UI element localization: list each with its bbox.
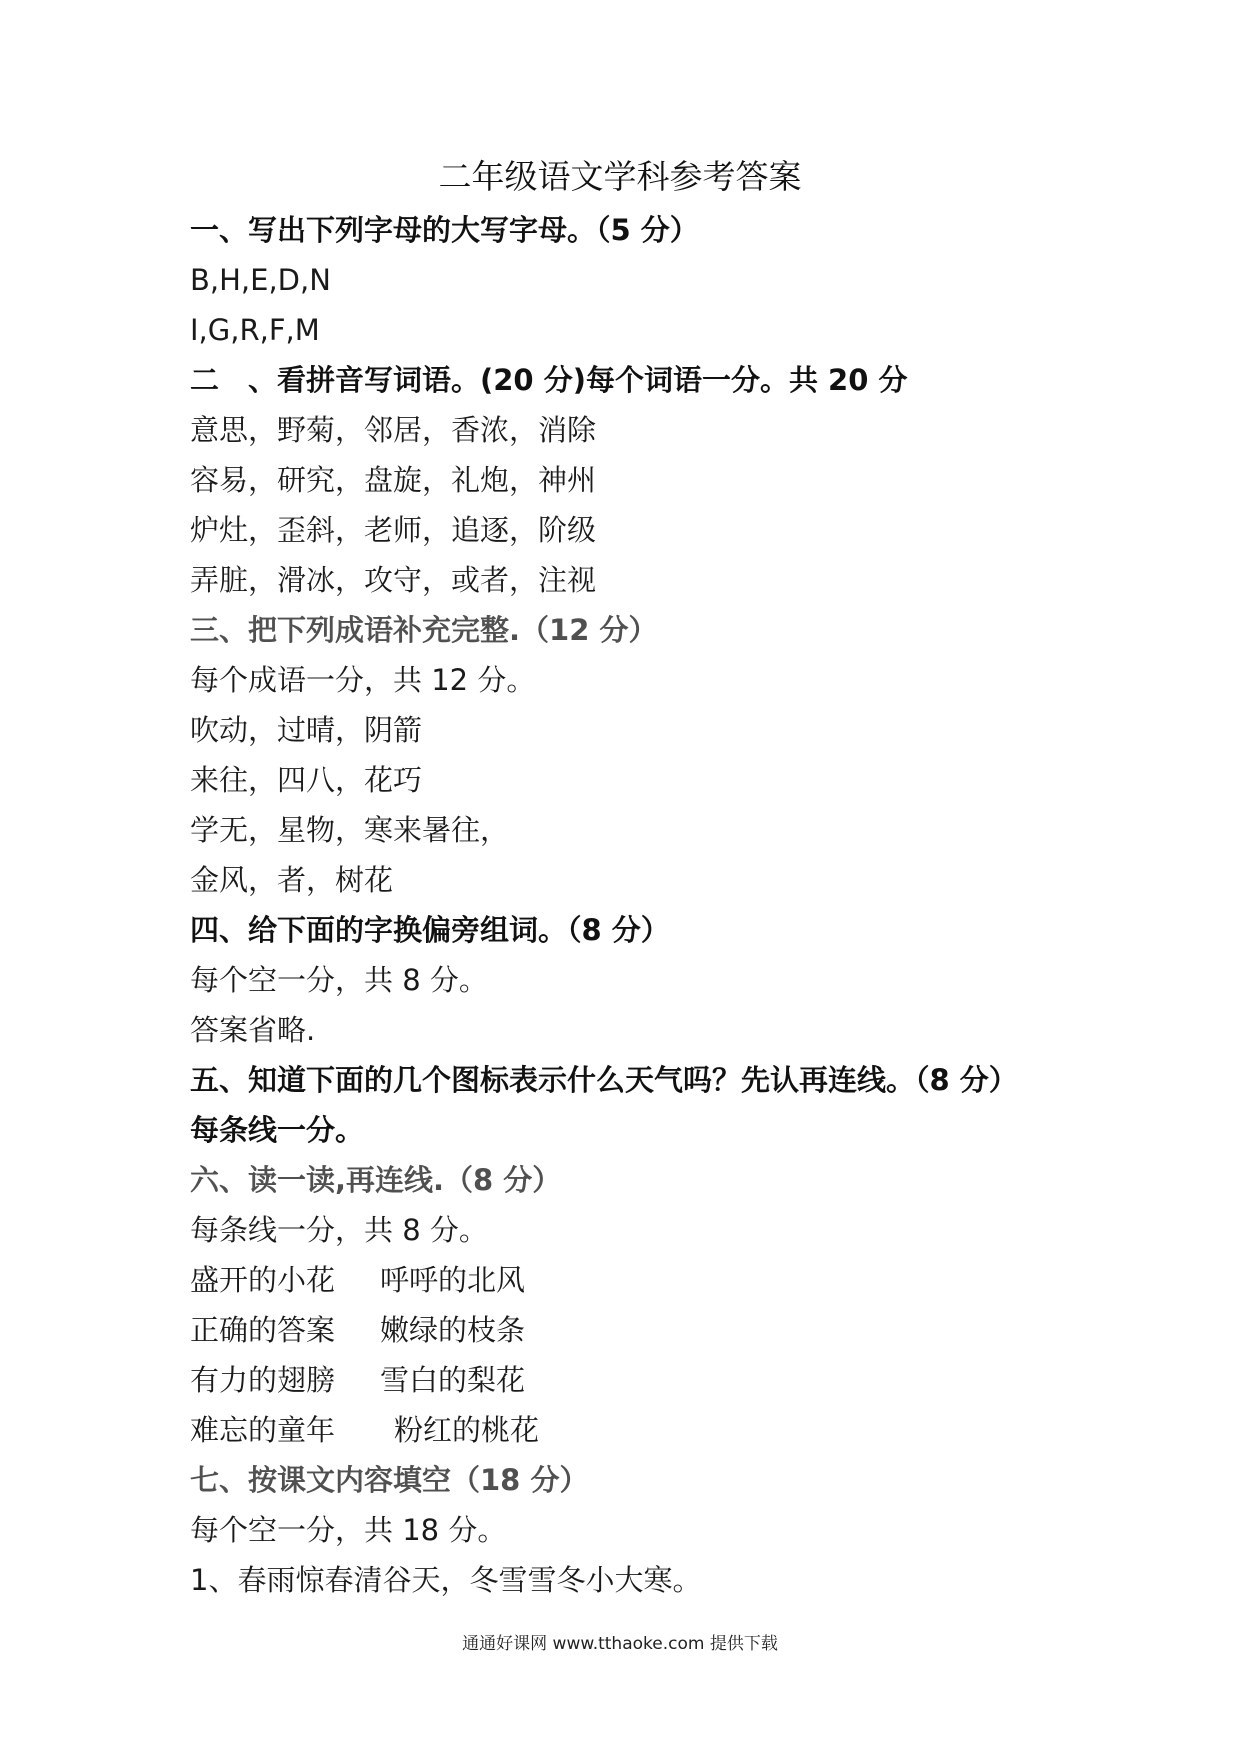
match-pair-row — [190, 1308, 525, 1352]
match-left: 盛开的小花 — [190, 1263, 336, 1297]
section-5-heading: 五、知道下面的几个图标表示什么天气吗？先认再连线。（8 分） — [190, 1063, 1018, 1097]
match-left: 正确的答案 — [190, 1313, 336, 1347]
section-7-heading: 七、按课文内容填空（18 分） — [190, 1463, 589, 1497]
section-1-heading: 一、写出下列字母的大写字母。（5 分） — [190, 213, 699, 247]
section-6-heading: 六、读一读,再连线.（8 分） — [190, 1163, 562, 1197]
match-left: 难忘的童年 — [190, 1413, 336, 1447]
section-2-line-3: 炉灶，歪斜，老师，追逐，阶级 — [190, 513, 597, 547]
section-3-line-1: 每个成语一分，共 12 分。 — [190, 663, 536, 697]
section-4-heading: 四、给下面的字换偏旁组词。（8 分） — [190, 913, 670, 947]
section-1-line-2: I,G,R,F,M — [190, 313, 320, 347]
section-3-line-4: 学无，星物，寒来暑往， — [190, 813, 510, 847]
section-1-line-1: B,H,E,D,N — [190, 263, 331, 297]
match-pair-row — [190, 1358, 525, 1402]
match-left: 有力的翅膀 — [190, 1363, 336, 1397]
section-3-line-2: 吹动，过晴，阴箭 — [190, 713, 423, 747]
match-right: 粉红的桃花 — [394, 1413, 540, 1447]
match-right: 嫩绿的枝条 — [380, 1313, 526, 1347]
page-title: 二年级语文学科参考答案 — [438, 157, 802, 196]
match-right: 雪白的梨花 — [380, 1363, 526, 1397]
match-pair-row — [190, 1408, 539, 1452]
section-3-line-5: 金风，者，树花 — [190, 863, 394, 897]
section-2-heading: 二 、看拼音写词语。(20 分)每个词语一分。共 20 分 — [190, 363, 908, 397]
section-2-line-2: 容易，研究，盘旋，礼炮，神州 — [190, 463, 597, 497]
match-pair-row — [190, 1258, 525, 1302]
section-3-line-3: 来往，四八，花巧 — [190, 763, 423, 797]
section-4-line-1: 每个空一分，共 8 分。 — [190, 963, 488, 997]
page-footer: 通通好课网 www.tthaoke.com 提供下载 — [462, 1634, 778, 1654]
section-2-line-4: 弄脏，滑冰，攻守，或者，注视 — [190, 563, 597, 597]
section-7-line-2: 1、春雨惊春清谷天，冬雪雪冬小大寒。 — [190, 1563, 702, 1597]
section-2-line-1: 意思，野菊，邻居，香浓，消除 — [190, 413, 597, 447]
section-7-line-1: 每个空一分，共 18 分。 — [190, 1513, 507, 1547]
match-right: 呼呼的北风 — [380, 1263, 526, 1297]
section-6-line-1: 每条线一分，共 8 分。 — [190, 1213, 488, 1247]
section-3-heading: 三、把下列成语补充完整.（12 分） — [190, 613, 658, 647]
section-5-line-1: 每条线一分。 — [190, 1113, 365, 1147]
section-4-line-2: 答案省略. — [190, 1013, 316, 1047]
